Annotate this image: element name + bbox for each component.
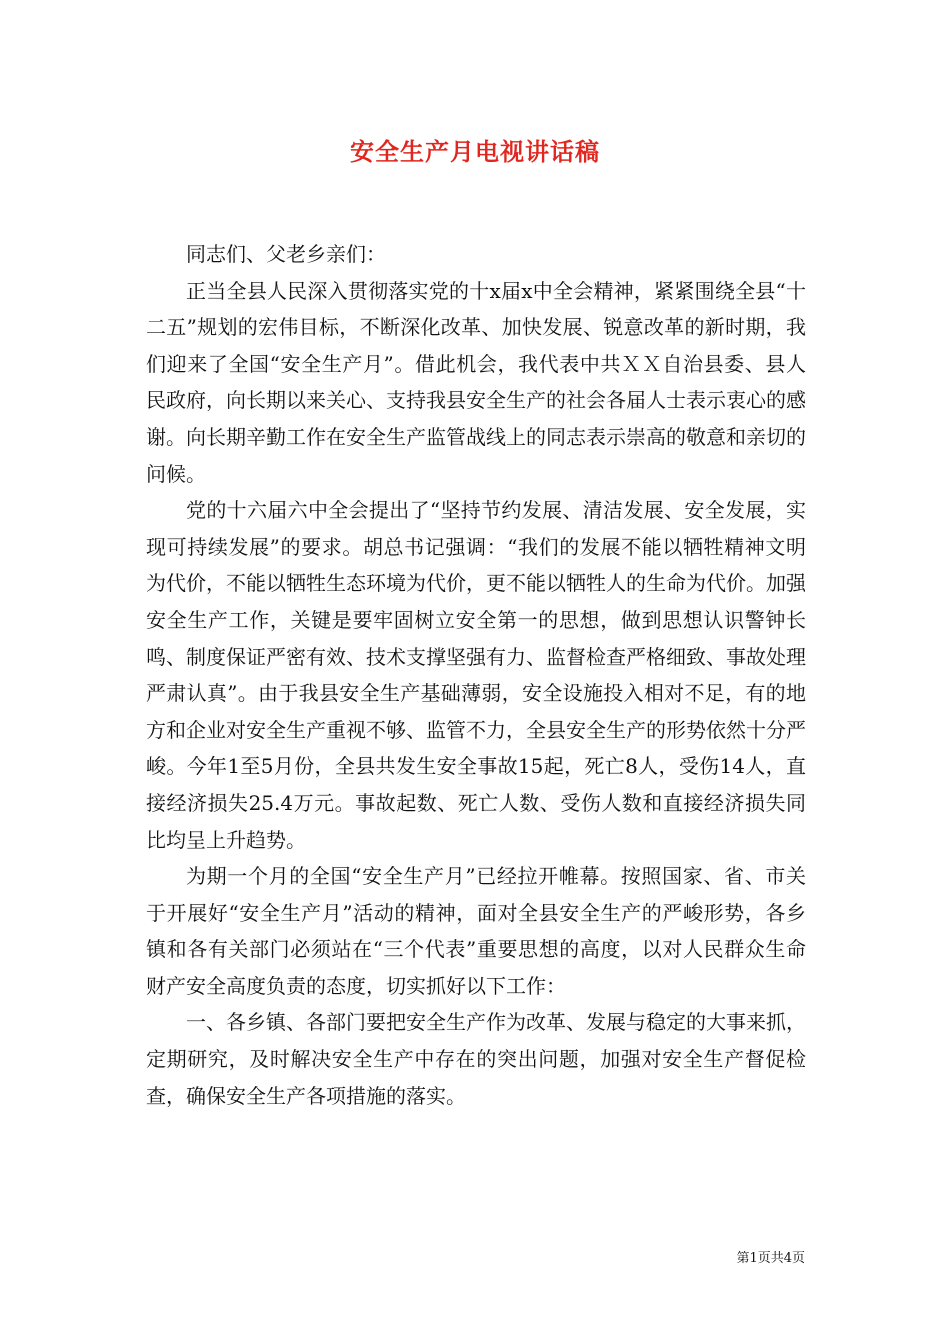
body-paragraph: 党的十六届六中全会提出了“坚持节约发展、清洁发展、安全发展，实现可持续发展”的要求。胡总书记强调：“我们的发展不能以牺牲精神文明为代价，不能以牺牲生态环境为代价，更不能以牺牲人的生命为代价。加强安全生产工作，关键是要牢固树立安全第一的思想，做到思想认识警钟长鸣、制度保证严密有效、技术支撑坚强有力、监督检查严格细致、事故处理严肃认真”。由于我县安全生产基础薄弱，安全设施投入相对不足，有的地方和企业对安全生产重视不够、监管不力，全县安全生产的形势依然十分严峻。今年1至5月份，全县共发生安全事故15起，死亡8人，受伤14人，直接经济损失25.4万元。事故起数、死亡人数、受伤人数和直接经济损失同比均呈上升趋势。 <box>146 498 806 852</box>
page-number: 第1页共4页 <box>736 1251 805 1266</box>
document-body <box>146 236 806 1114</box>
document-title: 安全生产月电视讲话稿 <box>350 137 600 166</box>
body-paragraph: 为期一个月的全国“安全生产月”已经拉开帷幕。按照国家、省、市关于开展好“安全生产月”活动的精神，面对全县安全生产的严峻形势，各乡镇和各有关部门必须站在“三个代表”重要思想的高度，以对人民群众生命财产安全高度负责的态度，切实抓好以下工作： <box>146 864 806 998</box>
body-paragraph: 一、各乡镇、各部门要把安全生产作为改革、发展与稳定的大事来抓，定期研究，及时解决安全生产中存在的突出问题，加强对安全生产督促检查，确保安全生产各项措施的落实。 <box>146 1010 806 1108</box>
greeting-paragraph: 同志们、父老乡亲们： <box>186 242 386 266</box>
body-paragraph: 正当全县人民深入贯彻落实党的十x届x中全会精神，紧紧围绕全县“十二五”规划的宏伟目标，不断深化改革、加快发展、锐意改革的新时期，我们迎来了全国“安全生产月”。借此机会，我代表中共ＸＸ自治县委、县人民政府，向长期以来关心、支持我县安全生产的社会各届人士表示衷心的感谢。向长期辛勤工作在安全生产监管战线上的同志表示崇高的敬意和亲切的问候。 <box>146 278 806 486</box>
